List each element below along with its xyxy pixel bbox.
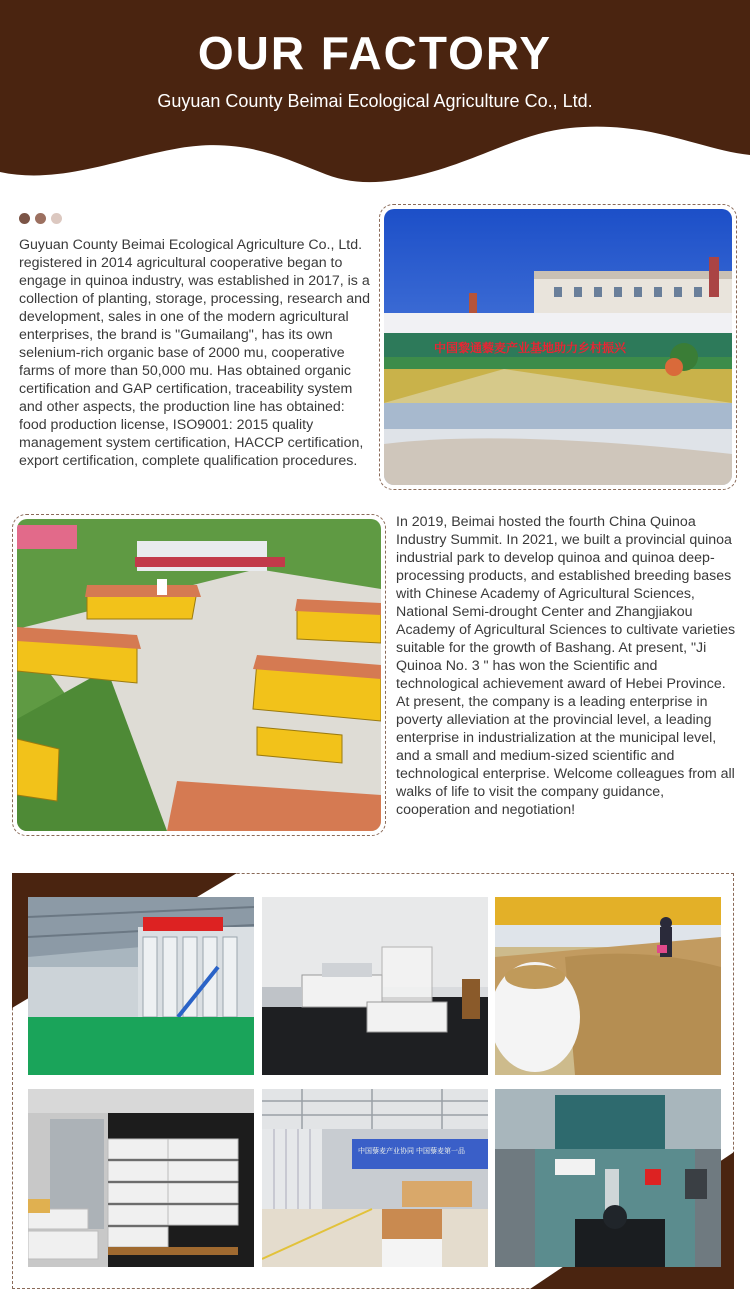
mural-slogan: 中国黎通藜麦产业基地助力乡村振兴 (434, 341, 627, 355)
intro-paragraph-1: Guyuan County Beimai Ecological Agriculture Co., Ltd. registered in 2014 agricultural cooperative began to engage in quinoa industry, was established in 2017, is a collection of planting, storage, processing, research and development, sales in one of the modern agricultural enterprises, the brand is "Gumailang", has its own selenium-rich organic base of 2000 mu, cooperative farms of more than 50,000 mu. Has obtained organic certification and GAP certification, traceability system and other aspects, the production line has obtained: food production license, ISO9001: 2015 quality management system certification, HACCP certification, export certification, complete qualification procedures. (19, 237, 370, 469)
decorative-dots (19, 213, 62, 224)
dot-icon (35, 213, 46, 224)
gallery-photo-lab-scales (262, 897, 488, 1075)
dot-icon (19, 213, 30, 224)
factory-mural-photo (384, 209, 732, 485)
intro-paragraph-2: In 2019, Beimai hosted the fourth China Quinoa Industry Summit. In 2021, we built a provincial quinoa industrial park to develop quinoa and quinoa deep-processing products, and established breeding bases with Chinese Academy of Agricultural Sciences, National Semi-drought Center and Zhangjiakou Academy of Agricultural Sciences to cultivate varieties suitable for the growth of Bashang. At present, "Ji Quinoa No. 3 " has won the Scientific and technological achievement award of Hebei Province. At present, the company is a leading enterprise in poverty alleviation at the provincial level, a leading enterprise in industrialization at the municipal level, and a small and medium-sized scientific and technological enterprise. Welcome colleagues from all walks of life to visit the company guidance, cooperation and negotiation! (396, 514, 736, 818)
gallery-photo-storage (28, 1089, 254, 1267)
factory-aerial-photo (17, 519, 381, 831)
page-title: OUR FACTORY (197, 27, 553, 79)
warehouse-banner: 中国藜麦产业协同 中国藜麦第一品 (358, 1148, 465, 1155)
header-banner (0, 0, 750, 200)
photo-frame-aerial (12, 514, 386, 836)
photo-frame-mural (379, 204, 737, 490)
gallery-photo-warehouse (262, 1089, 488, 1267)
gallery-photo-packaging-machine (495, 1089, 721, 1267)
gallery-photo-quinoa-drying (495, 897, 721, 1075)
gallery-photo-processing-line (28, 897, 254, 1075)
company-subtitle: Guyuan County Beimai Ecological Agriculture Co., Ltd. (157, 91, 593, 111)
dot-icon (51, 213, 62, 224)
